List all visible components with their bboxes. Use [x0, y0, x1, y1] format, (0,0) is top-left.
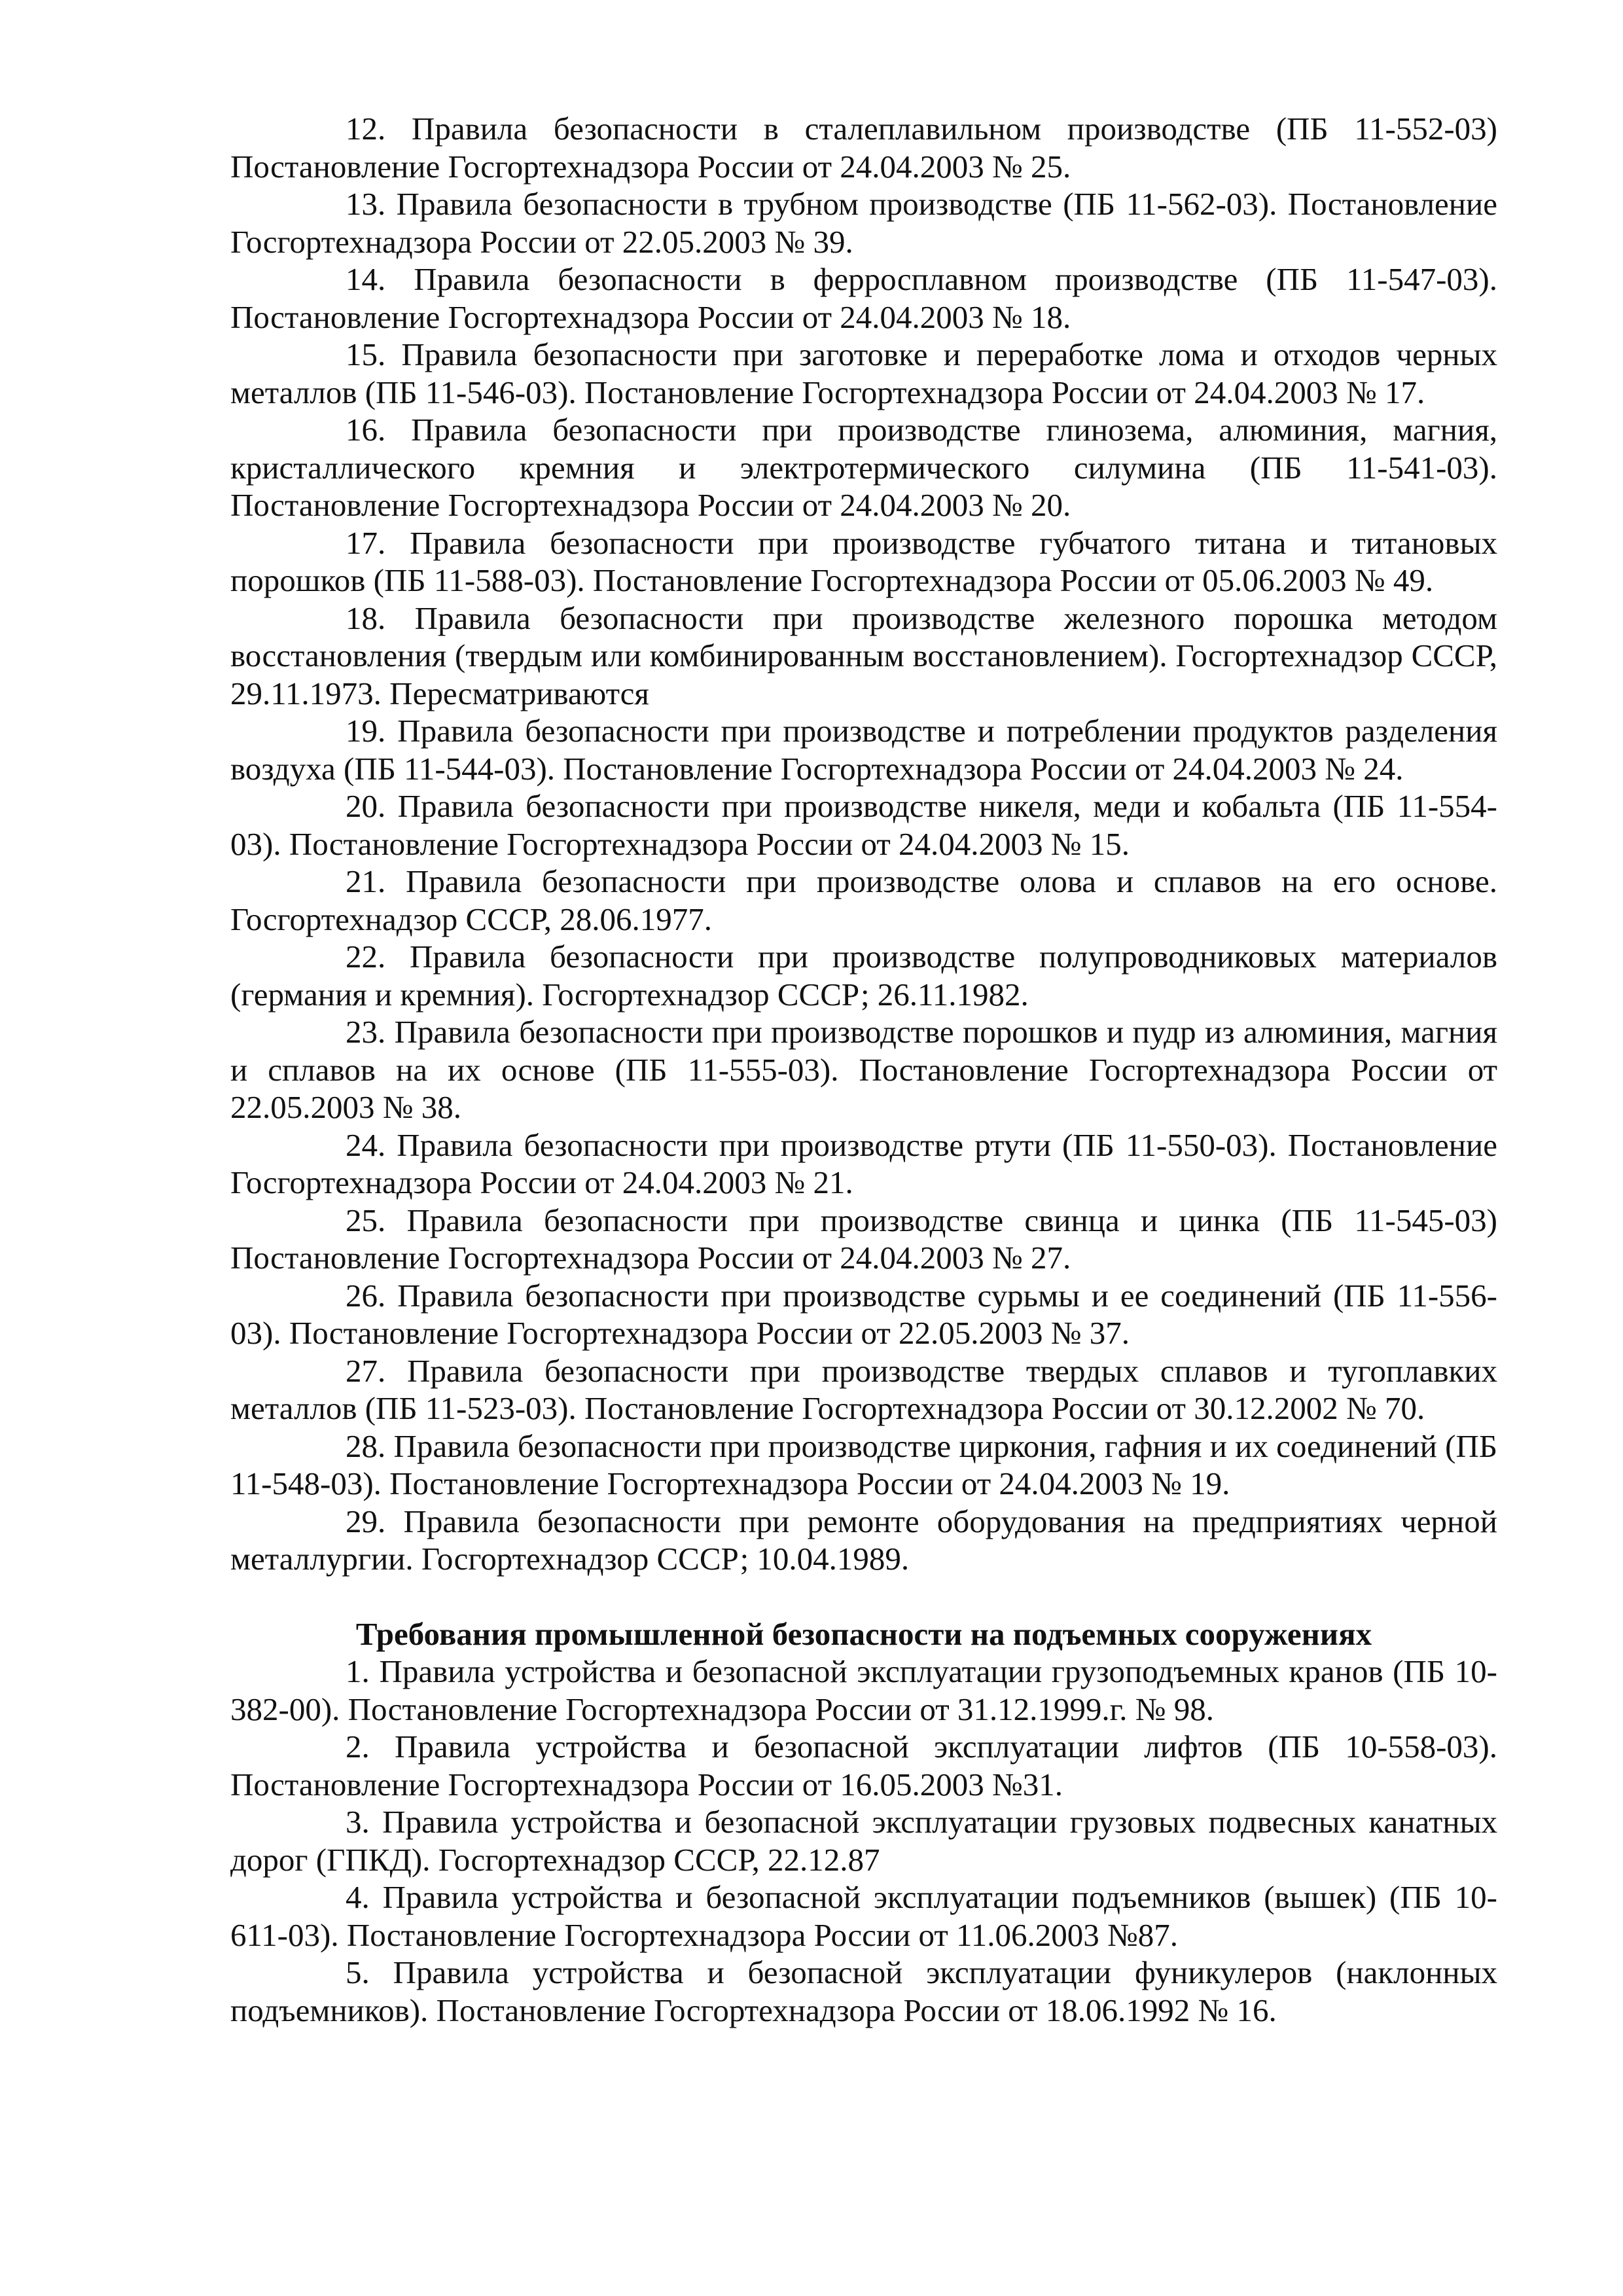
list-item: 22. Правила безопасности при производстве полупроводниковых материалов (германия и кремния). Госгортехнадзор СССР; 26.11.1982.	[230, 939, 1497, 1013]
list-item: 26. Правила безопасности при производстве сурьмы и ее соединений (ПБ 11-556-03). Постановление Госгортехнадзора России от 22.05.2003 № 37.	[230, 1277, 1497, 1351]
list-item: 28. Правила безопасности при производстве циркония, гафния и их соединений (ПБ 11-548-03). Постановление Госгортехнадзора России от 24.04.2003 № 19.	[230, 1427, 1497, 1501]
list-item: 14. Правила безопасности в ферросплавном производстве (ПБ 11-547-03). Постановление Госгортехнадзора России от 24.04.2003 № 18.	[230, 261, 1497, 335]
list-item: 12. Правила безопасности в сталеплавильном производстве (ПБ 11-552-03) Постановление Госгортехнадзора России от 24.04.2003 № 25.	[230, 111, 1497, 185]
list-item: 21. Правила безопасности при производстве олова и сплавов на его основе. Госгортехнадзор СССР, 28.06.1977.	[230, 863, 1497, 937]
list-item: 20. Правила безопасности при производстве никеля, меди и кобальта (ПБ 11-554-03). Постановление Госгортехнадзора России от 24.04.2003 № 15.	[230, 788, 1497, 862]
list-item: 13. Правила безопасности в трубном производстве (ПБ 11-562-03). Постановление Госгортехнадзора России от 22.05.2003 № 39.	[230, 186, 1497, 260]
list-item: 19. Правила безопасности при производстве и потреблении продуктов разделения воздуха (ПБ 11-544-03). Постановление Госгортехнадзора России от 24.04.2003 № 24.	[230, 713, 1497, 787]
list-item: 18. Правила безопасности при производстве железного порошка методом восстановления (твердым или комбинированным восстановлением). Госгортехнадзор СССР, 29.11.1973. Пересматриваются	[230, 600, 1497, 711]
list-item: 24. Правила безопасности при производстве ртути (ПБ 11-550-03). Постановление Госгортехнадзора России от 24.04.2003 № 21.	[230, 1126, 1497, 1200]
list-item: 15. Правила безопасности при заготовке и переработке лома и отходов черных металлов (ПБ 11-546-03). Постановление Госгортехнадзора России от 24.04.2003 № 17.	[230, 336, 1497, 410]
list-item: 4. Правила устройства и безопасной эксплуатации подъемников (вышек) (ПБ 10-611-03). Постановление Госгортехнадзора России от 11.06.2003 №87.	[230, 1879, 1497, 1953]
list-item: 5. Правила устройства и безопасной эксплуатации фуникулеров (наклонных подъемников). Постановление Госгортехнадзора России от 18.06.1992 № 16.	[230, 1954, 1497, 2028]
list-item: 25. Правила безопасности при производстве свинца и цинка (ПБ 11-545-03) Постановление Госгортехнадзора России от 24.04.2003 № 27.	[230, 1202, 1497, 1276]
list-item: 16. Правила безопасности при производстве глинозема, алюминия, магния, кристаллического кремния и электротермического силумина (ПБ 11-541-03). Постановление Госгортехнадзора России от 24.04.2003 № 20.	[230, 412, 1497, 523]
list-item: 29. Правила безопасности при ремонте оборудования на предприятиях черной металлургии. Госгортехнадзор СССР; 10.04.1989.	[230, 1503, 1497, 1577]
list-item: 3. Правила устройства и безопасной эксплуатации грузовых подвесных канатных дорог (ГПКД). Госгортехнадзор СССР, 22.12.87	[230, 1804, 1497, 1878]
regulations-list-top	[230, 110, 1497, 1578]
document-page	[230, 110, 1497, 2204]
list-item: 2. Правила устройства и безопасной эксплуатации лифтов (ПБ 10-558-03). Постановление Госгортехнадзора России от 16.05.2003 №31.	[230, 1729, 1497, 1803]
list-item: 23. Правила безопасности при производстве порошков и пудр из алюминия, магния и сплавов на их основе (ПБ 11-555-03). Постановление Госгортехнадзора России от 22.05.2003 № 38.	[230, 1014, 1497, 1125]
list-item: 27. Правила безопасности при производстве твердых сплавов и тугоплавких металлов (ПБ 11-523-03). Постановление Госгортехнадзора России от 30.12.2002 № 70.	[230, 1352, 1497, 1426]
regulations-list-lifting	[230, 1653, 1497, 2029]
list-item: 1. Правила устройства и безопасной эксплуатации грузоподъемных кранов (ПБ 10-382-00). Постановление Госгортехнадзора России от 31.12.1999.г. № 98.	[230, 1653, 1497, 1727]
section-heading: Требования промышленной безопасности на подъемных сооружениях	[355, 1615, 1372, 1652]
list-item: 17. Правила безопасности при производстве губчатого титана и титановых порошков (ПБ 11-588-03). Постановление Госгортехнадзора России от 05.06.2003 № 49.	[230, 524, 1497, 598]
